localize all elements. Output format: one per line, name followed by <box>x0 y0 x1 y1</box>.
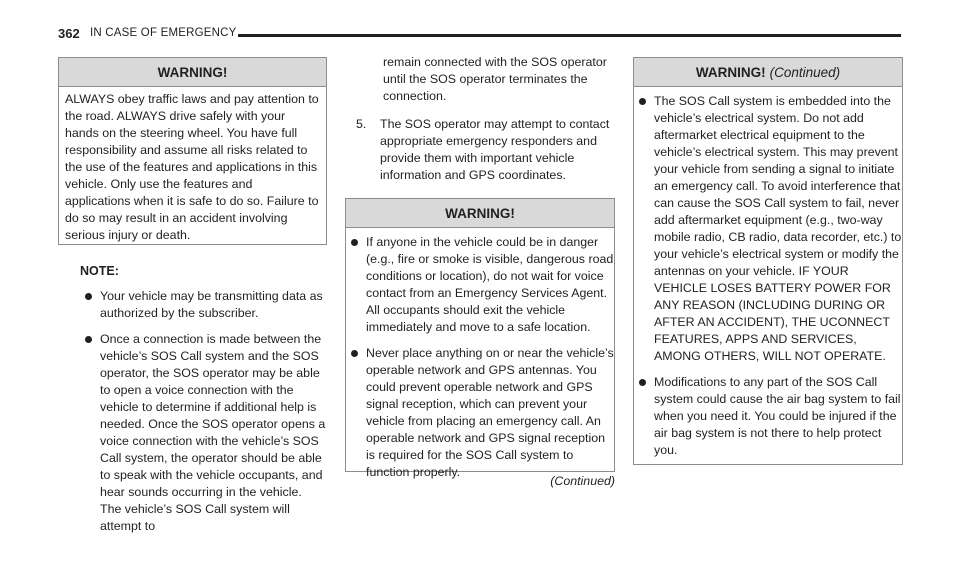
step-continuation: remain connected with the SOS operator until the SOS operator terminates the connection. <box>383 55 607 103</box>
bullet-icon <box>85 336 92 343</box>
continued-label: (Continued) <box>550 474 615 488</box>
warning-box-left <box>58 57 327 245</box>
warning-item-text: If anyone in the vehicle could be in danger (e.g., fire or smoke is visible, dangerous road conditions or location), do not wait for voice contact from an Emergency Services Agent. All occupants should exit the vehicle immediately and move to a safe location. <box>366 235 614 334</box>
warning-item-text: Never place anything on or near the vehicle’s operable network and GPS antennas. You could prevent operable network and GPS signal reception, which can prevent your vehicle from placing an emergency call. An operable network and GPS signal reception is required for the SOS Call system to function properly. <box>366 346 614 479</box>
warning-title: WARNING! <box>346 199 614 228</box>
section-title: IN CASE OF EMERGENCY <box>90 27 237 39</box>
step-5 <box>356 116 616 184</box>
bullet-icon <box>85 293 92 300</box>
bullet-icon <box>351 239 358 246</box>
warning-box-right <box>633 57 903 465</box>
warning-title-row <box>634 58 902 87</box>
warning-list <box>346 228 614 481</box>
warning-list <box>634 87 902 459</box>
bullet-icon <box>639 379 646 386</box>
note-list <box>80 288 326 544</box>
warning-title-continued: (Continued) <box>769 64 841 80</box>
note-item-text: Your vehicle may be transmitting data as authorized by the subscriber. <box>100 289 323 320</box>
warning-item-text: The SOS Call system is embedded into the vehicle’s electrical system. Do not add aftermarket electrical equipment to the vehicle’s electrical system. This may prevent your vehicle from sending a signal to initiate an emergency call. To avoid interference that can cause the SOS Call system to fail, never add aftermarket equipment (e.g., two-way mobile radio, CB radio, data recorder, etc.) to your vehicle’s electrical system or modify the antennas on your vehicle. IF YOUR VEHICLE LOSES BATTERY POWER FOR ANY REASON (INCLUDING DURING OR AFTER AN ACCIDENT), THE UCONNECT FEATURES, APPS AND SERVICES, AMONG OTHERS, WILL NOT OPERATE. <box>654 94 902 363</box>
note-item-text: Once a connection is made between the vehicle’s SOS Call system and the SOS operator, the SOS operator may be able to open a voice connection with the vehicle to determine if additional help is needed. Once the SOS operator opens a voice connection with the vehicle’s SOS Call system, the operator should be able to speak with the vehicle occupants, and hear sounds occurring in the vehicle. The vehicle’s SOS Call system will attempt to <box>100 332 326 533</box>
step-text: The SOS operator may attempt to contact appropriate emergency responders and provide them with important vehicle information and GPS coordinates. <box>380 117 610 182</box>
page-header <box>58 26 901 42</box>
warning-title: WARNING! <box>59 58 326 87</box>
page-number: 362 <box>58 26 80 41</box>
warning-item <box>634 374 902 459</box>
note-item <box>80 331 326 535</box>
warning-item <box>346 345 614 481</box>
warning-text: ALWAYS obey traffic laws and pay attention to the road. ALWAYS drive safely with your hands on the steering wheel. You have full responsibility and assume all risks related to the use of the features and applications in this vehicle. Only use the features and applications when it is safe to do so. Failure to do so may result in an accident involving serious injury or death. <box>65 92 319 242</box>
note-label: NOTE: <box>80 264 119 278</box>
warning-box-middle <box>345 198 615 479</box>
warning-item <box>634 93 902 365</box>
header-rule <box>238 34 901 37</box>
step-number: 5. <box>356 117 367 131</box>
note-item <box>80 288 326 322</box>
bullet-icon <box>351 350 358 357</box>
warning-item-text: Modifications to any part of the SOS Call system could cause the air bag system to fail when you need it. You could be injured if the air bag system is not there to help protect you. <box>654 375 901 457</box>
warning-title: WARNING! <box>695 64 766 80</box>
bullet-icon <box>639 98 646 105</box>
warning-item <box>346 234 614 336</box>
